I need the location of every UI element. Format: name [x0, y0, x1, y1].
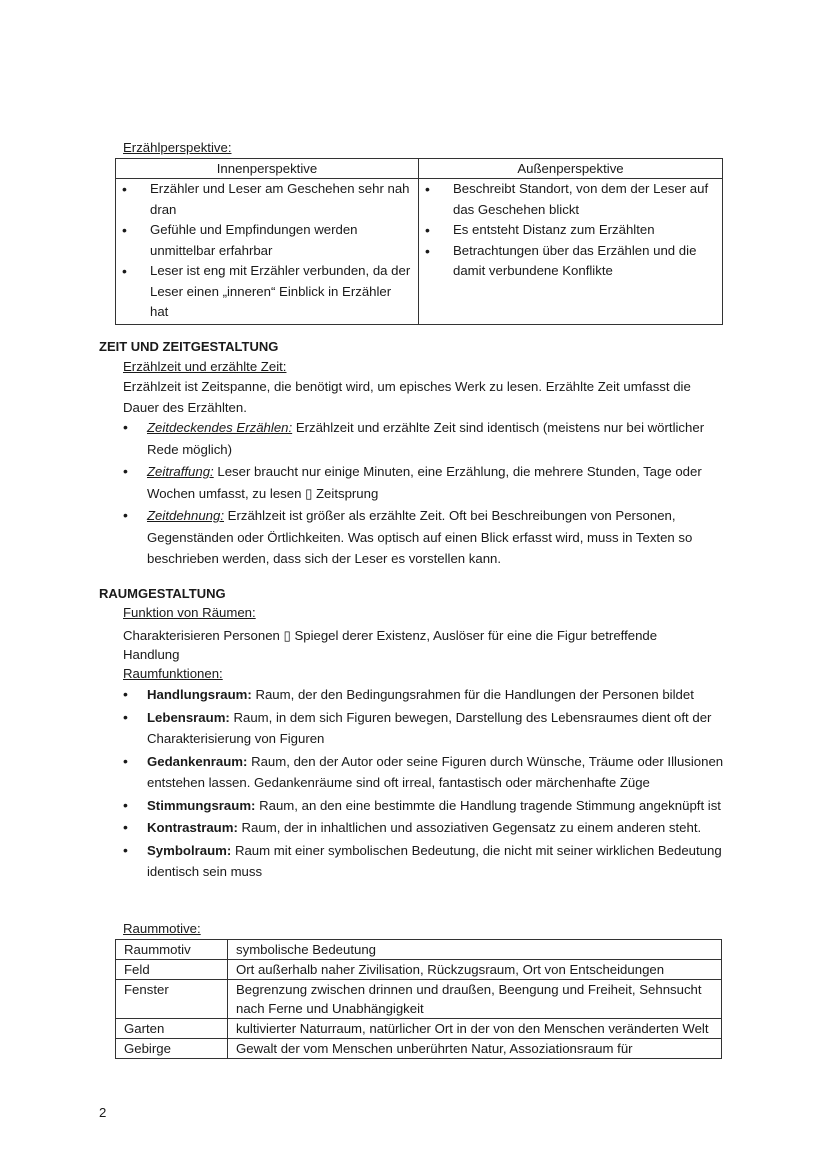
- table-cell: Ort außerhalb naher Zivilisation, Rückzugsraum, Ort von Entscheidungen: [228, 960, 722, 980]
- raummotive-table: [115, 939, 722, 1059]
- list-item: [123, 505, 729, 570]
- perspective-heading: Erzählperspektive:: [123, 140, 232, 155]
- zeit-subheading: Erzählzeit und erzählte Zeit:: [123, 359, 287, 374]
- list-item: [123, 751, 729, 794]
- table-row: [116, 1019, 722, 1039]
- page-number: 2: [99, 1105, 107, 1120]
- list-item: [123, 417, 729, 460]
- table-cell: Fenster: [116, 980, 228, 1019]
- table-cell: Gebirge: [116, 1039, 228, 1059]
- raumfunktionen-list: [123, 684, 729, 884]
- list-item: [123, 461, 729, 504]
- table-row: [116, 1039, 722, 1059]
- inner-cell: [116, 179, 419, 325]
- list-item: [123, 817, 729, 839]
- zeit-intro: Erzählzeit ist Zeitspanne, die benötigt wird, um episches Werk zu lesen. Erzählte Zeit umfasst die Dauer des Erzählten.: [123, 379, 691, 415]
- description: Raum, an den eine bestimmte die Handlung tragende Stimmung angeknüpft ist: [255, 797, 721, 813]
- list-item: • Leser ist eng mit Erzähler verbunden, da der Leser einen „inneren“ Einblick in Erzähler hat: [116, 261, 418, 323]
- section-title-raum: RAUMGESTALTUNG: [99, 586, 226, 601]
- list-item: [123, 795, 729, 817]
- list-item: • Beschreibt Standort, von dem der Leser auf das Geschehen blickt: [419, 179, 722, 220]
- funktion-text: Charakterisieren Personen ▯ Spiegel derer Existenz, Auslöser für eine die Figur betreffende Handlung: [123, 628, 658, 662]
- description: Leser braucht nur einige Minuten, eine Erzählung, die mehrere Stunden, Tage oder Wochen umfasst, zu lesen ▯ Zeitsprung: [147, 464, 702, 501]
- table-row: [116, 980, 722, 1019]
- term: Zeitdeckendes Erzählen:: [147, 420, 293, 435]
- term: Zeitraffung:: [147, 464, 214, 479]
- table-cell: Gewalt der vom Menschen unberührten Natur, Assoziationsraum für: [228, 1039, 722, 1059]
- term: Stimmungsraum:: [147, 797, 256, 813]
- table-header-row: [116, 940, 722, 960]
- list-item: [123, 707, 729, 750]
- table-row: [116, 960, 722, 980]
- description: Raum, der in inhaltlichen und assoziativen Gegensatz zu einem anderen steht.: [237, 820, 702, 835]
- description: Erzählzeit ist größer als erzählte Zeit. Oft bei Beschreibungen von Personen, Gegenständen oder Örtlichkeiten. Was optisch auf einen Blick erfasst wird, muss in Texten so beschrieben werden, dass sich der Leser es vorstellen kann.: [147, 508, 693, 566]
- term: Zeitdehnung:: [147, 508, 224, 523]
- term: Lebensraum:: [147, 709, 230, 725]
- list-item: • Erzähler und Leser am Geschehen sehr nah dran: [116, 179, 418, 220]
- list-item: [123, 684, 729, 706]
- description: Raum, den der Autor oder seine Figuren durch Wünsche, Träume oder Illusionen entstehen lassen. Gedankenräume sind oft irreal, fantastisch oder märchenhafte Züge: [147, 753, 724, 790]
- outer-cell: [419, 179, 723, 325]
- description: Raum, in dem sich Figuren bewegen, Darstellung des Lebensraumes dient oft der Charakterisierung von Figuren: [147, 709, 712, 746]
- raummotive-heading: Raummotive:: [123, 921, 201, 936]
- section-title-zeit: ZEIT UND ZEITGESTALTUNG: [99, 339, 279, 354]
- term: Handlungsraum:: [147, 687, 252, 702]
- description: Erzählzeit und erzählte Zeit sind identisch (meistens nur bei wörtlicher Rede möglich): [147, 420, 705, 457]
- table-cell: Feld: [116, 960, 228, 980]
- term: Symbolraum:: [147, 842, 232, 858]
- description: Raum, der den Bedingungsrahmen für die Handlungen der Personen bildet: [251, 687, 694, 702]
- header-cell: symbolische Bedeutung: [228, 940, 722, 960]
- term: Gedankenraum:: [147, 753, 248, 769]
- funktion-heading: Funktion von Räumen:: [123, 605, 256, 620]
- zeit-list: [123, 417, 729, 571]
- table-cell: Begrenzung zwischen drinnen und draußen, Beengung und Freiheit, Sehnsucht nach Ferne und Unabhängigkeit: [228, 980, 722, 1019]
- header-cell: Raummotiv: [116, 940, 228, 960]
- raumfunktionen-heading: Raumfunktionen:: [123, 666, 223, 681]
- list-item: • Es entsteht Distanz zum Erzählten: [419, 220, 722, 241]
- description: Raum mit einer symbolischen Bedeutung, die nicht mit seiner wirklichen Bedeutung identisch sein muss: [147, 842, 722, 879]
- term: Kontrastraum:: [147, 820, 238, 835]
- list-item: • Gefühle und Empfindungen werden unmittelbar erfahrbar: [116, 220, 418, 261]
- table-cell: kultivierter Naturraum, natürlicher Ort in der von den Menschen veränderten Welt: [228, 1019, 722, 1039]
- column-header-outer: Außenperspektive: [419, 159, 723, 179]
- list-item: • Betrachtungen über das Erzählen und die damit verbundene Konflikte: [419, 241, 722, 282]
- table-cell: Garten: [116, 1019, 228, 1039]
- perspective-table: [115, 158, 723, 325]
- column-header-inner: Innenperspektive: [116, 159, 419, 179]
- list-item: [123, 840, 729, 883]
